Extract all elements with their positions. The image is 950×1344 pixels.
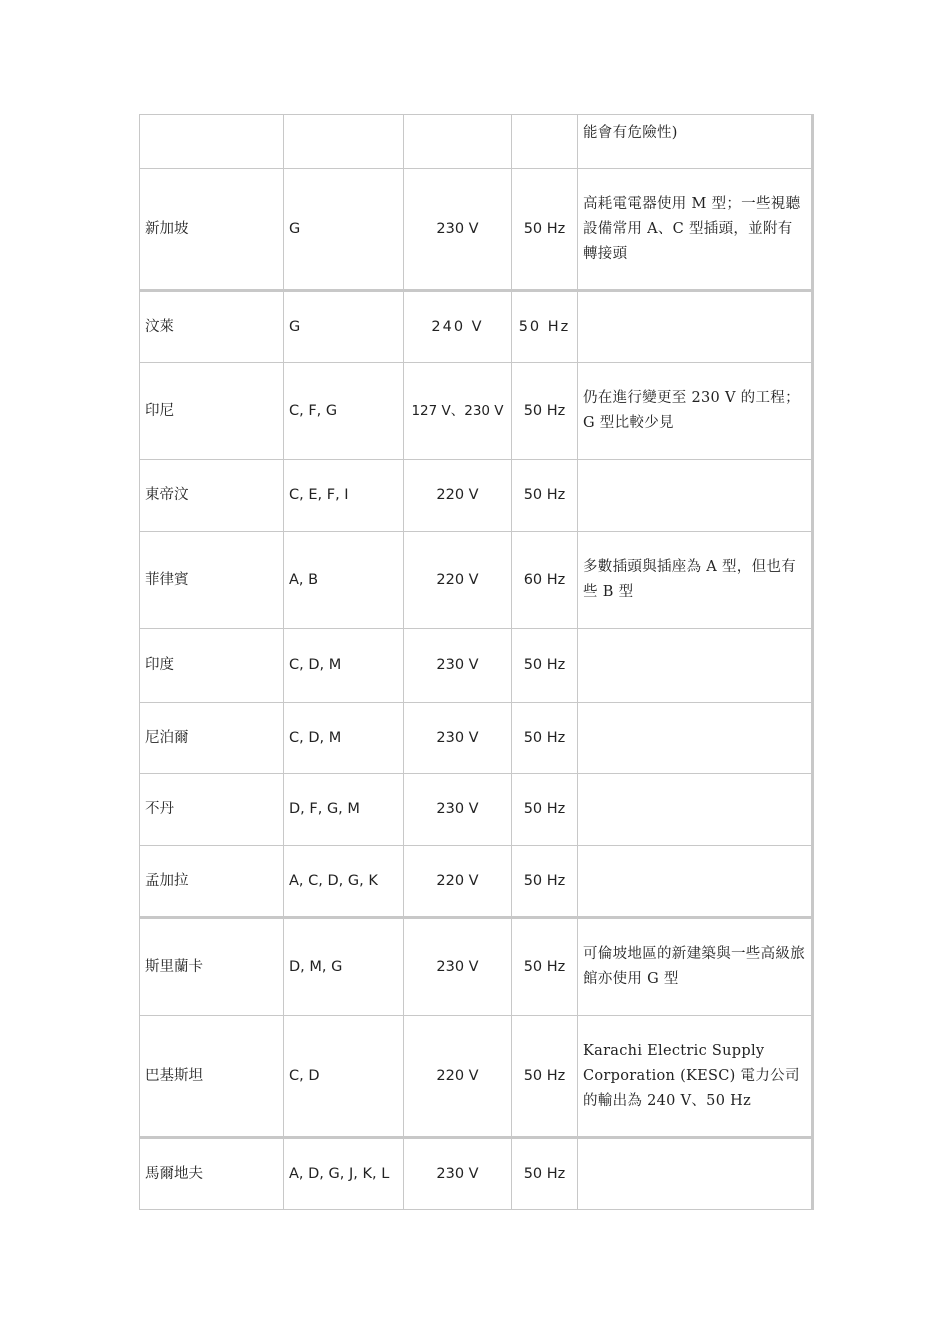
country-cell: 孟加拉 — [140, 846, 284, 918]
frequency-cell: 50 Hz — [512, 363, 578, 460]
table-row — [140, 363, 813, 460]
frequency-cell: 50 Hz — [512, 1138, 578, 1210]
voltage-cell: 230 V — [404, 703, 512, 774]
plug-type-cell: G — [284, 169, 404, 291]
plug-type-cell: C, D, M — [284, 629, 404, 703]
voltage-cell: 220 V — [404, 1016, 512, 1138]
table-row — [140, 532, 813, 629]
table-row — [140, 1138, 813, 1210]
table-row — [140, 846, 813, 918]
plug-type-cell: D, M, G — [284, 918, 404, 1016]
frequency-cell: 60 Hz — [512, 532, 578, 629]
note-cell — [578, 460, 813, 532]
table-row — [140, 169, 813, 291]
voltage-cell: 230 V — [404, 918, 512, 1016]
country-cell: 新加坡 — [140, 169, 284, 291]
voltage-cell: 240 V — [404, 291, 512, 363]
note-cell — [578, 703, 813, 774]
country-cell: 斯里蘭卡 — [140, 918, 284, 1016]
plug-type-cell: A, D, G, J, K, L — [284, 1138, 404, 1210]
note-cell — [578, 774, 813, 846]
plug-type-cell: C, F, G — [284, 363, 404, 460]
frequency-cell: 50 Hz — [512, 1016, 578, 1138]
plug-type-cell — [284, 115, 404, 169]
plug-type-cell: G — [284, 291, 404, 363]
note-cell — [578, 629, 813, 703]
country-cell: 印尼 — [140, 363, 284, 460]
table-row — [140, 629, 813, 703]
plug-type-cell: A, B — [284, 532, 404, 629]
country-cell: 不丹 — [140, 774, 284, 846]
note-cell: 能會有危險性) — [578, 115, 813, 169]
note-cell — [578, 1138, 813, 1210]
voltage-cell: 220 V — [404, 846, 512, 918]
frequency-cell: 50 Hz — [512, 169, 578, 291]
note-cell: Karachi Electric Supply Corporation (KESC) 電力公司的輸出為 240 V、50 Hz — [578, 1016, 813, 1138]
note-cell — [578, 846, 813, 918]
note-cell — [578, 291, 813, 363]
note-cell: 多數插頭與插座為 A 型，但也有些 B 型 — [578, 532, 813, 629]
country-cell: 汶萊 — [140, 291, 284, 363]
frequency-cell: 50 Hz — [512, 291, 578, 363]
frequency-cell: 50 Hz — [512, 629, 578, 703]
table-row — [140, 115, 813, 169]
frequency-cell: 50 Hz — [512, 918, 578, 1016]
voltage-cell: 230 V — [404, 774, 512, 846]
frequency-cell: 50 Hz — [512, 703, 578, 774]
plug-type-cell: D, F, G, M — [284, 774, 404, 846]
note-cell: 仍在進行變更至 230 V 的工程；G 型比較少見 — [578, 363, 813, 460]
note-cell: 可倫坡地區的新建築與一些高級旅館亦使用 G 型 — [578, 918, 813, 1016]
frequency-cell — [512, 115, 578, 169]
voltage-cell: 220 V — [404, 532, 512, 629]
table-row — [140, 703, 813, 774]
plug-type-cell: A, C, D, G, K — [284, 846, 404, 918]
plug-type-cell: C, D, M — [284, 703, 404, 774]
table-row — [140, 1016, 813, 1138]
plug-type-cell: C, E, F, I — [284, 460, 404, 532]
frequency-cell: 50 Hz — [512, 774, 578, 846]
table-row — [140, 291, 813, 363]
voltage-cell: 230 V — [404, 169, 512, 291]
electricity-table — [139, 114, 814, 1210]
table-row — [140, 774, 813, 846]
voltage-cell: 220 V — [404, 460, 512, 532]
table-row — [140, 918, 813, 1016]
country-cell: 巴基斯坦 — [140, 1016, 284, 1138]
country-cell — [140, 115, 284, 169]
table-row — [140, 460, 813, 532]
voltage-cell: 230 V — [404, 1138, 512, 1210]
country-cell: 印度 — [140, 629, 284, 703]
country-cell: 菲律賓 — [140, 532, 284, 629]
country-cell: 馬爾地夫 — [140, 1138, 284, 1210]
voltage-cell: 127 V、230 V — [404, 363, 512, 460]
country-cell: 東帝汶 — [140, 460, 284, 532]
frequency-cell: 50 Hz — [512, 846, 578, 918]
voltage-cell: 230 V — [404, 629, 512, 703]
frequency-cell: 50 Hz — [512, 460, 578, 532]
voltage-cell — [404, 115, 512, 169]
note-cell: 高耗電電器使用 M 型；一些視聽設備常用 A、C 型插頭，並附有轉接頭 — [578, 169, 813, 291]
country-cell: 尼泊爾 — [140, 703, 284, 774]
plug-type-cell: C, D — [284, 1016, 404, 1138]
